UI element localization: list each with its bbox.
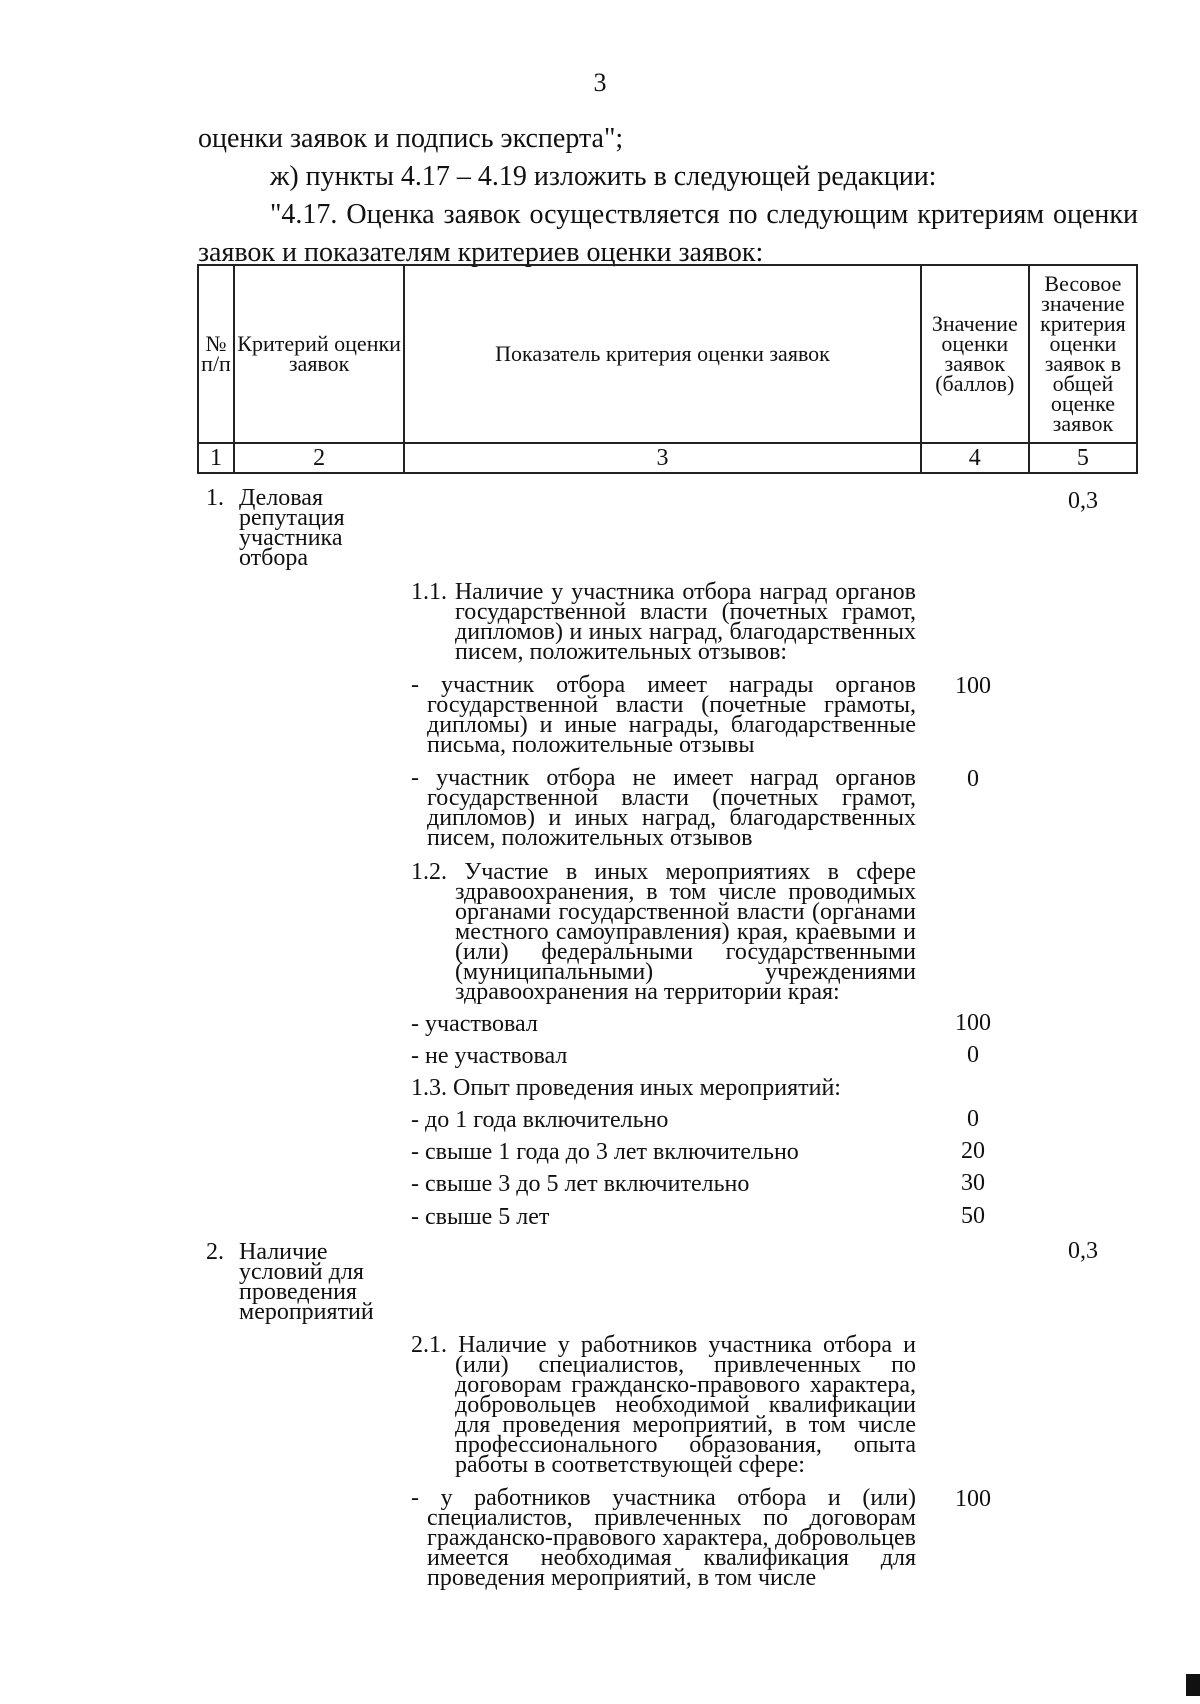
indicator-item: - свыше 3 до 5 лет включительно (411, 1171, 750, 1197)
indicator-score: 50 (961, 1203, 985, 1229)
criterion-name: Деловая репутация участника отбора (239, 485, 345, 571)
criterion-name: Наличие условий для проведения мероприятий (239, 1239, 374, 1325)
indicator-item: - участник отбора не имеет наград органов государственной власти (почетных грамот, дипломов) и иных наград, благодарственных писем, положительных отзывов (411, 765, 916, 851)
indicator-item: - не участвовал (411, 1043, 568, 1069)
indicator-score: 0 (967, 1106, 979, 1132)
page-number: 3 (593, 68, 607, 97)
intro-line-2: ж) пункты 4.17 – 4.19 изложить в следующей редакции: (270, 161, 937, 192)
criterion-number: 1. (206, 485, 224, 511)
header-criterion: Критерий оценки заявок (234, 265, 404, 443)
header-num: № п/п (198, 265, 234, 443)
header-indicator: Показатель критерия оценки заявок (404, 265, 921, 443)
criterion-row (206, 485, 386, 571)
criterion-weight: 0,3 (1068, 488, 1098, 514)
criterion-row (206, 1239, 386, 1325)
column-number: 5 (1029, 443, 1137, 473)
column-number: 2 (234, 443, 404, 473)
indicator-heading: 2.1. Наличие у работников участника отбора и (или) специалистов, привлеченных по договорам гражданско-правового характера, добровольцев необходимой квалификации для проведения мероприятий, в том числе профессионального образования, опыта работы в соответствующей сфере: (411, 1332, 916, 1478)
indicator-item: - участник отбора имеет награды органов государственной власти (почетные грамоты, дипломы) и иные награды, благодарственные письма, положительные отзывы (411, 672, 916, 758)
indicator-item: - свыше 1 года до 3 лет включительно (411, 1139, 799, 1165)
indicator-score: 0 (967, 1042, 979, 1068)
indicator-score: 100 (955, 673, 991, 699)
header-weight: Весовое значение критерия оценки заявок в общей оценке заявок (1029, 265, 1137, 443)
intro-line-3: "4.17. Оценка заявок осуществляется по следующим критериям оценки (270, 199, 1138, 230)
indicator-item: - у работников участника отбора и (или) специалистов, привлеченных по договорам гражданско-правового характера, добровольцев имеется необходимая квалификация для проведения мероприятий, в том числе (411, 1485, 916, 1591)
indicator-score: 100 (955, 1010, 991, 1036)
intro-line-1: оценки заявок и подпись эксперта"; (198, 123, 624, 154)
indicator-score: 0 (967, 766, 979, 792)
scan-mark (1186, 1674, 1200, 1696)
indicator-heading: 1.1. Наличие у участника отбора наград органов государственной власти (почетных грамот, дипломов) и иных наград, благодарственных писем, положительных отзывов: (411, 579, 916, 665)
indicator-item: - до 1 года включительно (411, 1107, 669, 1133)
column-number: 4 (921, 443, 1029, 473)
indicator-score: 20 (961, 1138, 985, 1164)
indicator-score: 100 (955, 1486, 991, 1512)
criteria-table-header (197, 264, 1138, 474)
indicator-item: - свыше 5 лет (411, 1204, 550, 1230)
column-number: 1 (198, 443, 234, 473)
indicator-heading: 1.2. Участие в иных мероприятиях в сфере здравоохранения, в том числе проводимых органами государственной власти (органами местного самоуправления) края, краевыми и (или) федеральными государственными (муниципальными) учреждениями здравоохранения на территории края: (411, 859, 916, 1005)
intro-text (198, 120, 1138, 272)
criterion-weight: 0,3 (1068, 1238, 1098, 1264)
header-score: Значение оценки заявок (баллов) (921, 265, 1029, 443)
column-number: 3 (404, 443, 921, 473)
intro-line-4: заявок и показателям критериев оценки заявок: (198, 237, 764, 268)
indicator-item: - участвовал (411, 1011, 538, 1037)
indicator-score: 30 (961, 1170, 985, 1196)
criterion-number: 2. (206, 1239, 224, 1265)
indicator-heading: 1.3. Опыт проведения иных мероприятий: (411, 1075, 841, 1101)
